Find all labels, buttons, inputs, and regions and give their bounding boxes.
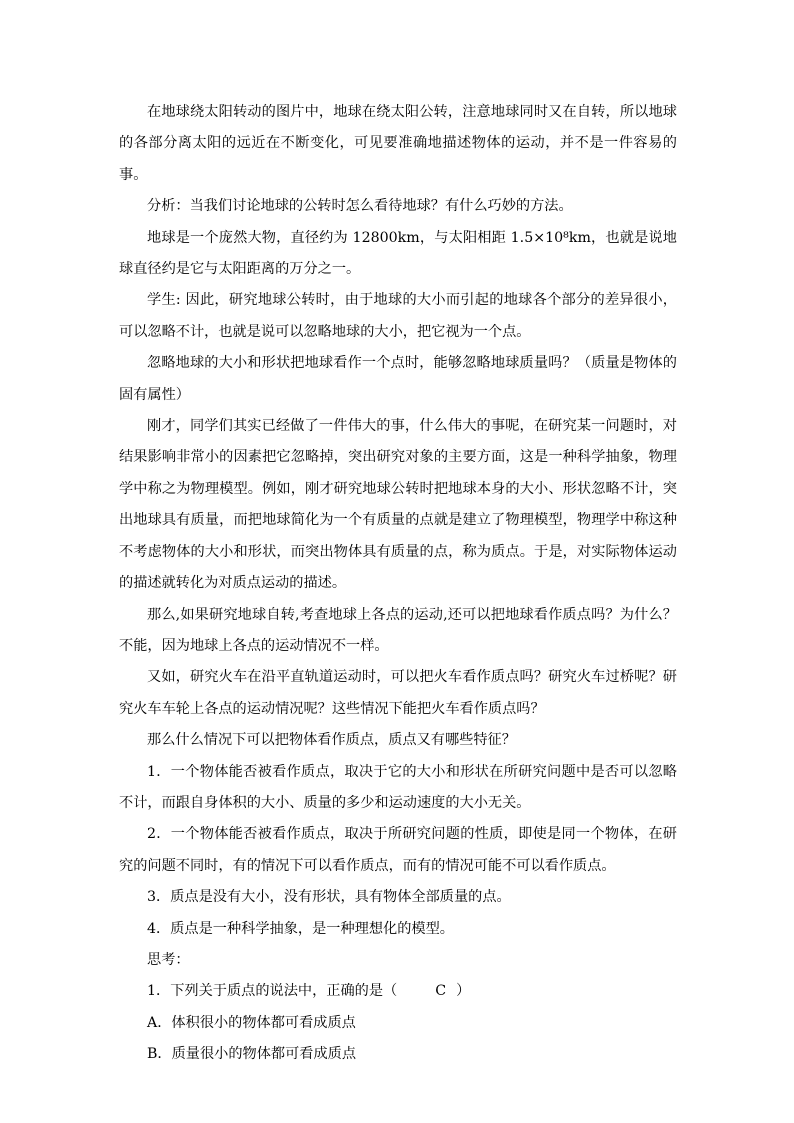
paragraph-analysis: 分析：当我们讨论地球的公转时怎么看待地球？有什么巧妙的方法。: [147, 198, 573, 215]
paragraph-train-example: 又如，研究火车在沿平直轨道运动时，可以把火车看作质点吗？研究火车过桥呢？研究火车车轮上各点的运动情况呢？这些情况下能把火车看作质点吗？: [119, 669, 677, 717]
list-item-3: 3．质点是没有大小，没有形状，具有物体全部质量的点。: [147, 889, 511, 906]
paragraph-mass-question: 忽略地球的大小和形状把地球看作一个点时，能够忽略地球质量吗？（质量是物体的固有属性）: [119, 355, 677, 403]
list-item-1: 1．一个物体能否被看作质点，取决于它的大小和形状在所研究问题中是否可以忽略不计，而跟自身体积的大小、质量的多少和运动速度的大小无关。: [119, 763, 677, 811]
question-answer: C: [435, 983, 447, 1000]
paragraph-rotation-question: 那么,如果研究地球自转,考查地球上各点的运动,还可以把地球看作质点吗？为什么？不能，因为地球上各点的运动情况不一样。: [119, 606, 677, 654]
paragraph-earth-rotation: 在地球绕太阳转动的图片中，地球在绕太阳公转，注意地球同时又在自转，所以地球的各部分离太阳的远近在不断变化，可见要准确地描述物体的运动，并不是一件容易的事。: [119, 104, 677, 183]
question-stem-before: 1．下列关于质点的说法中，正确的是（: [147, 983, 398, 1000]
question-option-a: A．体积很小的物体都可看成质点: [147, 1014, 356, 1031]
paragraph-student: 学生: 因此，研究地球公转时，由于地球的大小而引起的地球各个部分的差异很小，可以忽略不计，也就是说可以忽略地球的大小，把它视为一个点。: [119, 292, 677, 340]
paragraph-physical-model: 刚才，同学们其实已经做了一件伟大的事，什么伟大的事呢，在研究某一问题时，对结果影响非常小的因素把它忽略掉，突出研究对象的主要方面，这是一种科学抽象，物理学中称之为物理模型。例如，刚才研究地球公转时把地球本身的大小、形状忽略不计，突出地球具有质量，而把地球简化为一个有质量的点就是建立了物理模型，物理学中称这种不考虑物体的大小和形状，而突出物体具有质量的点，称为质点。于是，对实际物体运动的描述就转化为对质点运动的描述。: [119, 418, 677, 592]
question-stem: [119, 976, 677, 1007]
body-text: [119, 97, 677, 1071]
paragraph-conditions-question: 那么什么情况下可以把物体看作质点，质点又有哪些特征？: [147, 732, 516, 749]
paragraph-earth-size: 地球是一个庞然大物，直径约为 12800km，与太阳相距 1.5×10⁸km，也就是说地球直径约是它与太阳距离的万分之一。: [119, 229, 677, 278]
question-option-b: B．质量很小的物体都可看成质点: [147, 1046, 357, 1063]
thinking-heading: 思考：: [147, 951, 190, 968]
list-item-4: 4．质点是一种科学抽象，是一种理想化的模型。: [147, 920, 454, 937]
list-item-2: 2．一个物体能否被看作质点，取决于所研究问题的性质，即使是同一个物体，在研究的问题不同时，有的情况下可以看作质点，而有的情况可能不可以看作质点。: [119, 826, 677, 874]
question-stem-after: ）: [456, 983, 471, 1000]
